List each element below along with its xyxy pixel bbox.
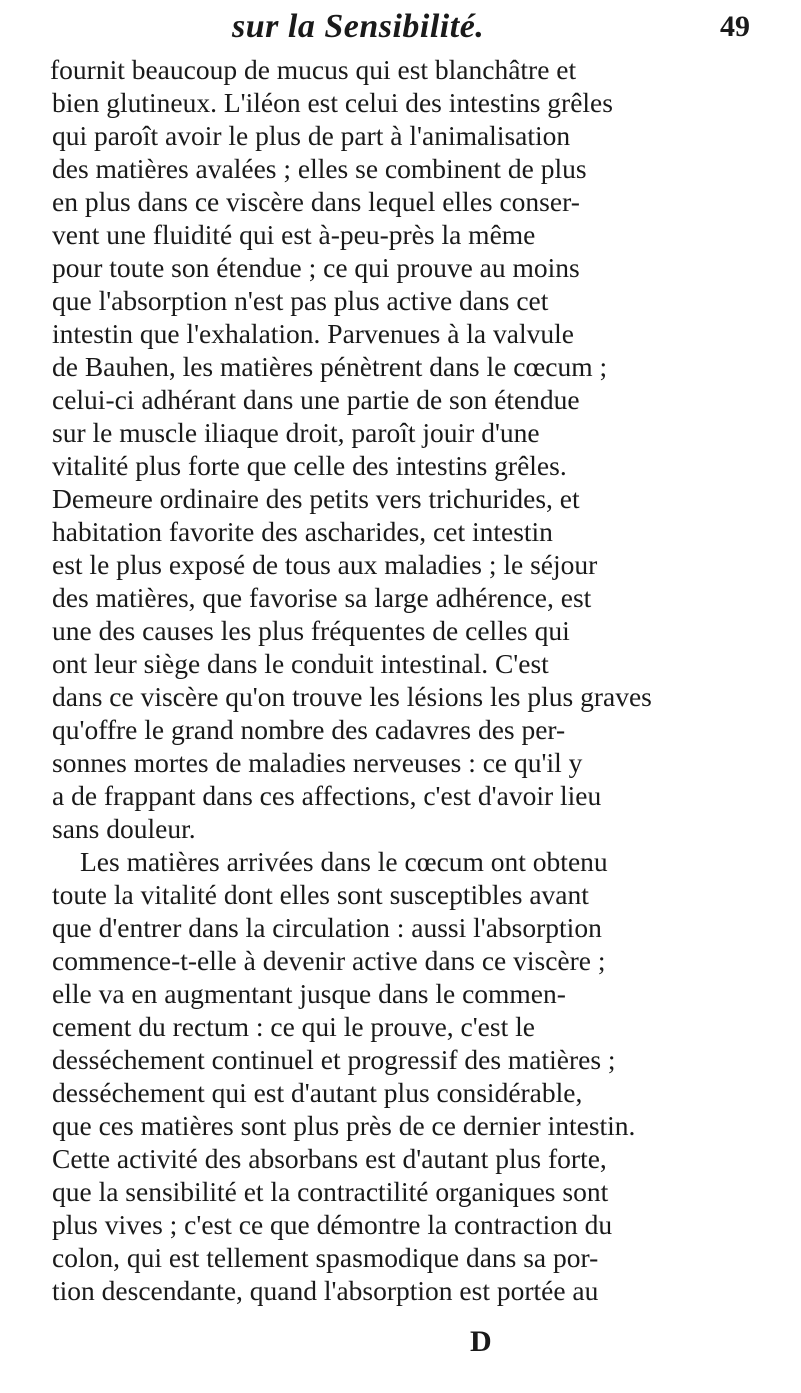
text-line: sans douleur. <box>52 813 196 844</box>
text-line: que la sensibilité et la contractilité organiques sont <box>52 1176 609 1207</box>
text-line: bien glutineux. L'iléon est celui des intestins grêles <box>52 87 613 118</box>
text-line: Demeure ordinaire des petits vers trichurides, et <box>52 483 580 514</box>
text-line: vitalité plus forte que celle des intestins grêles. <box>52 450 567 481</box>
text-line: tion descendante, quand l'absorption est portée au <box>52 1275 599 1306</box>
text-line: qui paroît avoir le plus de part à l'animalisation <box>52 120 571 151</box>
signature-mark: D <box>470 1325 492 1358</box>
text-line: des matières, que favorise sa large adhérence, est <box>52 582 592 613</box>
text-line: colon, qui est tellement spasmodique dans sa por- <box>52 1242 599 1273</box>
text-line: ont leur siège dans le conduit intestinal. C'est <box>52 648 549 679</box>
text-line: des matières avalées ; elles se combinent de plus <box>52 153 587 184</box>
text-line: fournit beaucoup de mucus qui est blanchâtre et <box>50 54 577 85</box>
text-line: que ces matières sont plus près de ce dernier intestin. <box>52 1110 636 1141</box>
text-line: Cette activité des absorbans est d'autant plus forte, <box>52 1143 607 1174</box>
text-line: plus vives ; c'est ce que démontre la contraction du <box>52 1209 613 1240</box>
text-line: cement du rectum : ce qui le prouve, c'est le <box>52 1011 535 1042</box>
text-line: que l'absorption n'est pas plus active dans cet <box>52 285 549 316</box>
text-line: dans ce viscère qu'on trouve les lésions les plus graves <box>52 681 652 712</box>
text-line: que d'entrer dans la circulation : aussi l'absorption <box>52 912 602 943</box>
text-line: toute la vitalité dont elles sont susceptibles avant <box>52 879 589 910</box>
text-line: qu'offre le grand nombre des cadavres des per- <box>52 714 566 745</box>
text-line: a de frappant dans ces affections, c'est d'avoir lieu <box>52 780 602 811</box>
text-line: en plus dans ce viscère dans lequel elles conser- <box>52 186 580 217</box>
text-line: vent une fluidité qui est à-peu-près la même <box>52 219 536 250</box>
text-line: est le plus exposé de tous aux maladies ; le séjour <box>52 549 598 580</box>
text-line: intestin que l'exhalation. Parvenues à la valvule <box>52 318 574 349</box>
text-line: Les matières arrivées dans le cœcum ont obtenu <box>80 846 608 877</box>
text-line: habitation favorite des ascharides, cet intestin <box>52 516 553 547</box>
text-line: desséchement qui est d'autant plus considérable, <box>52 1077 583 1108</box>
text-line: pour toute son étendue ; ce qui prouve au moins <box>52 252 580 283</box>
text-line: elle va en augmentant jusque dans le commen- <box>52 978 566 1009</box>
text-line: celui-ci adhérant dans une partie de son étendue <box>52 384 580 415</box>
running-head <box>0 6 801 54</box>
text-line: commence-t-elle à devenir active dans ce viscère ; <box>52 945 606 976</box>
text-line: de Bauhen, les matières pénètrent dans le cœcum ; <box>52 351 608 382</box>
text-line: sonnes mortes de maladies nerveuses : ce qu'il y <box>52 747 583 778</box>
text-line: sur le muscle iliaque droit, paroît jouir d'une <box>52 417 540 448</box>
page-number: 49 <box>720 10 750 43</box>
running-title: sur la Sensibilité. <box>232 8 485 45</box>
text-line: desséchement continuel et progressif des matières ; <box>52 1044 616 1075</box>
text-line: une des causes les plus fréquentes de celles qui <box>52 615 570 646</box>
